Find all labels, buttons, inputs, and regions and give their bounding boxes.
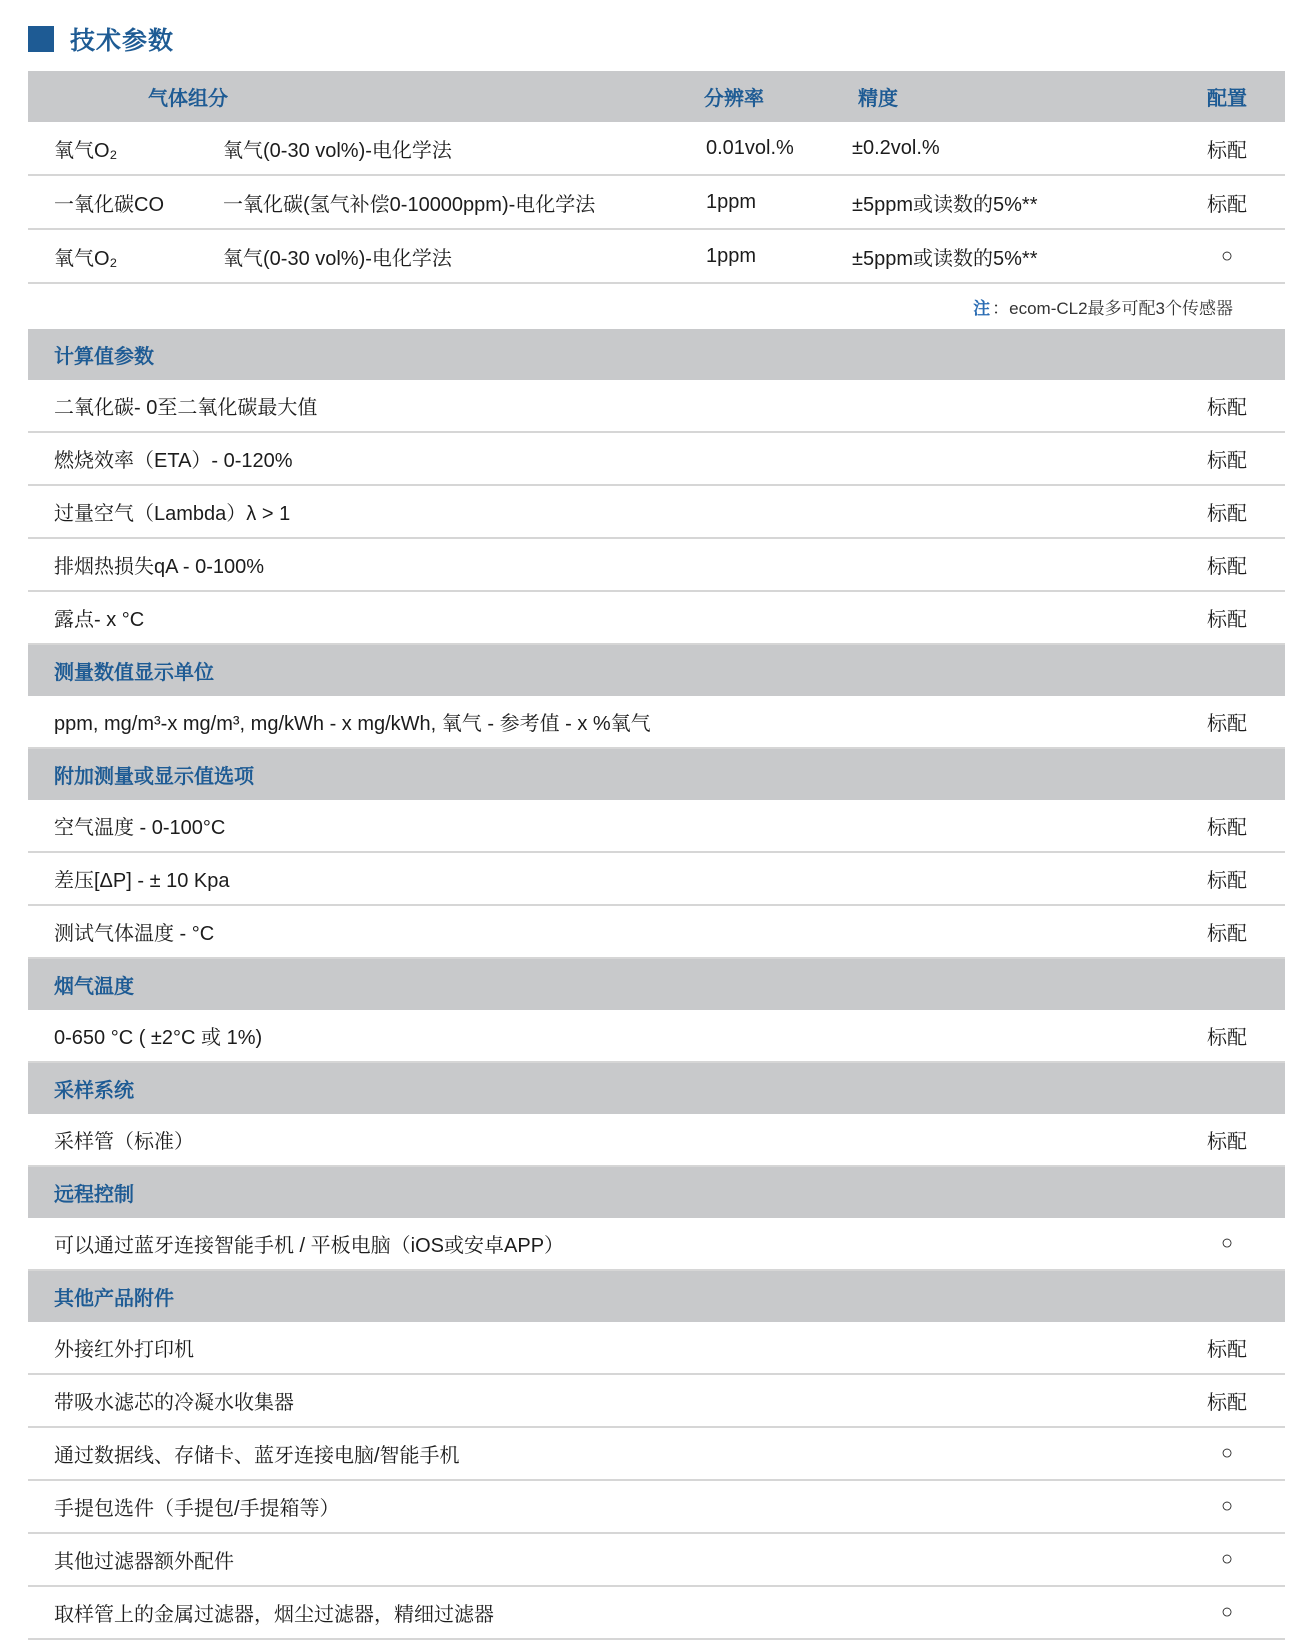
spec-text: 采样管（标准） [54, 1131, 194, 1153]
table-row [28, 176, 1285, 230]
section-header-calculated-values: 计算值参数 [28, 329, 1285, 380]
spec-config: 标配 [1207, 1131, 1247, 1153]
spec-config: ○ [1220, 1442, 1234, 1464]
spec-text: 差压[ΔP] - ± 10 Kpa [54, 870, 230, 892]
gas-config: ○ [1220, 244, 1234, 267]
spec-text: ppm, mg/m³-x mg/m³, mg/kWh - x mg/kWh, 氧气 - 参考值 - x %氧气 [54, 713, 651, 735]
section-header-flue-gas-temperature: 烟气温度 [28, 959, 1285, 1010]
section-header-other-accessories: 其他产品附件 [28, 1271, 1285, 1322]
spec-config: 标配 [1207, 923, 1247, 945]
spec-config: 标配 [1207, 713, 1247, 735]
spec-text: 0-650 °C ( ±2°C 或 1%) [54, 1027, 263, 1049]
spec-config: 标配 [1207, 503, 1247, 525]
spec-config: ○ [1220, 1232, 1234, 1254]
gas-resolution: 1ppm [706, 244, 757, 267]
spec-config: ○ [1220, 1548, 1234, 1570]
title-square-icon [28, 26, 54, 52]
gas-name: 氧气O₂ [54, 247, 118, 270]
spec-text: 二氧化碳- 0至二氧化碳最大值 [54, 397, 318, 419]
spec-text: 可以通过蓝牙连接智能手机 / 平板电脑（iOS或安卓APP） [54, 1235, 565, 1257]
spec-text: 其他过滤器额外配件 [54, 1551, 234, 1573]
spec-config: 标配 [1207, 1392, 1247, 1414]
spec-config: 标配 [1207, 397, 1247, 419]
tech-specs-sheet [28, 0, 1285, 1640]
table-row [28, 906, 1285, 959]
spec-config: 标配 [1207, 870, 1247, 892]
gas-accuracy: ±5ppm或读数的5%** [852, 193, 1038, 216]
gas-name: 一氧化碳CO [54, 193, 164, 216]
table-row [28, 230, 1285, 284]
spec-text: 通过数据线、存储卡、蓝牙连接电脑/智能手机 [54, 1445, 460, 1467]
note-label: 注 [973, 299, 991, 318]
gas-description: 一氧化碳(氢气补偿0-10000ppm)-电化学法 [223, 193, 596, 216]
sensor-note [28, 284, 1285, 329]
col-header-config: 配置 [1207, 88, 1247, 110]
gas-config: 标配 [1207, 139, 1247, 162]
gas-accuracy: ±0.2vol.% [852, 136, 940, 159]
table-row [28, 1218, 1285, 1271]
spec-config: 标配 [1207, 1339, 1247, 1361]
spec-config: 标配 [1207, 556, 1247, 578]
gas-name: 氧气O₂ [54, 139, 118, 162]
section-header-additional-measurements: 附加测量或显示值选项 [28, 749, 1285, 800]
gas-description: 氧气(0-30 vol%)-电化学法 [223, 139, 452, 162]
section-header-remote-control: 远程控制 [28, 1167, 1285, 1218]
table-row [28, 696, 1285, 749]
page-title [28, 0, 1285, 71]
spec-text: 手提包选件（手提包/手提箱等） [54, 1498, 340, 1520]
gas-description: 氧气(0-30 vol%)-电化学法 [223, 247, 452, 270]
spec-text: 露点- x °C [54, 609, 145, 631]
table-row [28, 800, 1285, 853]
table-row [28, 1114, 1285, 1167]
gas-resolution: 1ppm [706, 190, 757, 213]
spec-text: 测试气体温度 - °C [54, 923, 215, 945]
col-header-accuracy: 精度 [858, 88, 898, 110]
section-header-sampling-system: 采样系统 [28, 1063, 1285, 1114]
page-title-text: 技术参数 [70, 26, 175, 55]
spec-config: 标配 [1207, 817, 1247, 839]
spec-config: 标配 [1207, 1027, 1247, 1049]
spec-text: 空气温度 - 0-100°C [54, 817, 226, 839]
spec-text: 过量空气（Lambda）λ > 1 [54, 503, 291, 525]
table-row [28, 1375, 1285, 1428]
spec-text: 带吸水滤芯的冷凝水收集器 [54, 1392, 294, 1414]
table-row [28, 1322, 1285, 1375]
spec-text: 取样管上的金属过滤器，烟尘过滤器，精细过滤器 [54, 1604, 494, 1626]
spec-config: ○ [1220, 1601, 1234, 1623]
spec-text: 排烟热损失qA - 0-100% [54, 556, 265, 578]
section-header-display-units: 测量数值显示单位 [28, 645, 1285, 696]
gas-accuracy: ±5ppm或读数的5%** [852, 247, 1038, 270]
table-row [28, 539, 1285, 592]
gas-resolution: 0.01vol.% [706, 136, 794, 159]
col-header-resolution: 分辨率 [704, 88, 764, 110]
spec-config: ○ [1220, 1495, 1234, 1517]
col-header-gas-component: 气体组分 [148, 88, 228, 110]
table-row [28, 1587, 1285, 1640]
table-row [28, 122, 1285, 176]
table-row [28, 1010, 1285, 1063]
table-row [28, 486, 1285, 539]
table-row [28, 433, 1285, 486]
table-row [28, 853, 1285, 906]
gas-config: 标配 [1207, 193, 1247, 216]
table-row [28, 592, 1285, 645]
table-row [28, 1428, 1285, 1481]
spec-text: 燃烧效率（ETA）- 0-120% [54, 450, 293, 472]
gas-table-header [28, 71, 1285, 122]
table-row [28, 1481, 1285, 1534]
note-text: ：ecom-CL2最多可配3个传感器 [992, 299, 1233, 318]
table-row [28, 1534, 1285, 1587]
spec-config: 标配 [1207, 609, 1247, 631]
spec-text: 外接红外打印机 [54, 1339, 194, 1361]
spec-config: 标配 [1207, 450, 1247, 472]
table-row [28, 380, 1285, 433]
